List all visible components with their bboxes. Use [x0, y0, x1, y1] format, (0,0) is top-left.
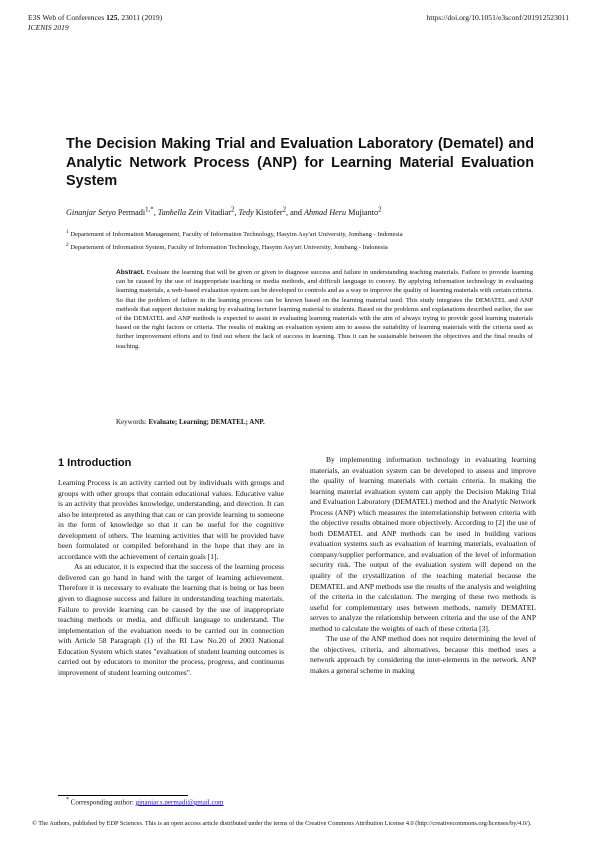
left-column [58, 455, 284, 678]
footnote-label: Corresponding author: [70, 798, 134, 807]
paragraph: As an educator, it is expected that the success of the learning process delivered can go hand in hand with the target of learning achievement. Therefore it is necessary to evaluate the learning that is being or has been given to diagnose success and failure in understanding teaching materials. Failure to provide learning can be caused by the use of inappropriate teaching methods or media, and difficult language to understand. The implementation of the evaluation needs to be carried out in connection with Article 58 Paragraph (1) of the RI Law No.20 of 2003 National Education System which states "evaluation of student learning outcomes is carried out by educators to monitor the process, progress, and continuous improvement of student learning outcomes". [58, 562, 284, 677]
corresponding-author-footnote [66, 797, 224, 806]
author-list [66, 206, 382, 217]
keywords-text: Evaluate; Learning; DEMATEL; ANP. [148, 418, 265, 426]
license-notice: © The Authors, published by EDP Sciences. This is an open access article distributed under the terms of the Creative Commons Attribution License 4.0 (http://creativecommons.org/licenses/by/4.0/). [32, 820, 532, 827]
keywords [116, 418, 265, 426]
author-email-link[interactable]: ginanjar.s.permadi@gmail.com [135, 798, 224, 807]
keywords-label: Keywords: [116, 418, 147, 426]
abstract [116, 268, 533, 351]
author: Tanhella Zein Vitadiar$^2$, [157, 206, 239, 217]
paragraph: By implementing information technology in evaluating learning materials, an evaluation system can be developed to assess and improve the quality of learning materials with certain criteria. In making the learning material evaluation system can apply the Decision Making Trial and Evaluation Laboratory (DEMATEL) method and the Analytic Network Process (ANP) which measures the interrelationship between criteria with the objective results obtained more objectively. According to [2] the use of both DEMATEL and ANP methods can be used in building various evaluation systems such as evaluation of learning materials, evaluation of company/supplier performance, and evaluation of the level of information security risk. The output of the evaluation system will depend on the quality of the crystallization of the teaching material because the DEMATEL and ANP methods use the results of the analysis and weighting of the criteria in the calculation. The merging of these two methods is useful for complementary uses between methods, namely DEMATEL serves to analyze the relationship between criteria and the use of the ANP method to calculate the weights of each of these criteria [3]. [310, 455, 536, 633]
footnote-mark: * [66, 797, 69, 803]
affiliation-1: $^1$ Departement of Information Management, Faculty of Information Technology, Hasyim Asy'ari University, Jombang - Indonesia [66, 229, 403, 239]
right-column [310, 455, 536, 676]
paragraph: Learning Process is an activity carried out by individuals with groups and groups with other groups that contain educational values. Educative value is an activity that provides knowledge, understanding, and direction. It can also be interpreted as anything that can or can provide learning to someone in the form of knowledge so that it can be useful for the cognitive development of others. The learning activities that will be provided have been formulated or compiled beforehand in the hope that they are in accordance with the achievement of certain goals [1]. [58, 478, 284, 561]
section-heading-introduction: 1 Introduction [58, 457, 132, 469]
abstract-label: Abstract. [116, 269, 145, 276]
journal-volume: 125 [106, 13, 118, 22]
author: Ahmad Heru Mujianto$^2$ [303, 206, 382, 217]
author: Tedy Kistofer$^2$, and [238, 206, 304, 217]
article-year: , 23011 (2019) [117, 13, 163, 22]
journal-citation: E3S Web of Conferences 125, 23011 (2019) [28, 13, 163, 22]
affiliations [66, 227, 403, 253]
running-header [28, 13, 162, 33]
footnote-rule [58, 795, 188, 796]
abstract-text: Evaluate the learning that will be given or given to diagnose success and failure in understanding teaching materials. Failure to provide learning can be caused by the use of inappropriate teaching or media methods, and difficult language to convey. By applying information technology in evaluating learning materials, a web-based evaluation system can be developed to controls and as a way to improve the quality of learning materials with certain criteria. So that the problem of failure in the learning process can be known based on the learning material used. This study integrates the DEMATEL and ANP methods that support decision making by evaluating lecturer learning material to students. Based on the problems and explanations described earlier, the use of the DEMATEL and ANP methods is expected to assist in evaluating learning materials with the aim of always trying to provide good learning materials based on the right factors or criteria. The results of making an evaluation system aim to assess the suitability of learning materials with the criteria used as further improvement efforts and to find out where the lack of success in learning. Thus it can be sustainable between the objectives and the final results of teaching. [116, 269, 533, 350]
author: Ginanjar Setyo Permadi$^{1,*}$, [66, 206, 158, 217]
paragraph: The use of the ANP method does not require determining the level of the objectives, criteria, and alternatives, because this method uses a network approach by considering the inter-elements in the network. ANP makes a general scheme in making [310, 634, 536, 675]
paper-title: The Decision Making Trial and Evaluation Laboratory (Dematel) and Analytic Network Process (ANP) for Learning Material Evaluation System [66, 136, 534, 189]
conference-name: ICENIS 2019 [28, 23, 69, 32]
doi-link[interactable]: https://doi.org/10.1051/e3sconf/201912523011 [426, 13, 569, 22]
affiliation-2: $^2$ Departement of Information System, Faculty of Information Technology, Hasyim Asy'ari University, Jombang - Indonesia [66, 242, 388, 252]
